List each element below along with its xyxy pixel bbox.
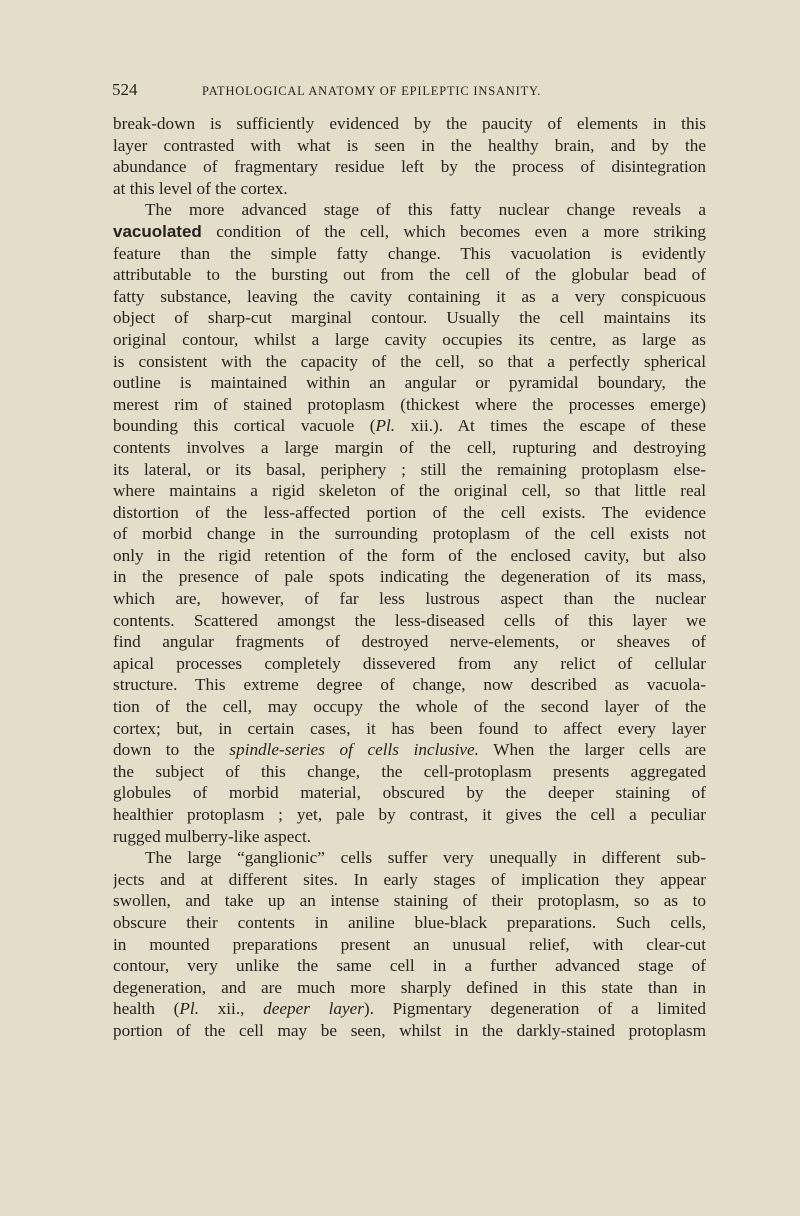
text-line: of morbid change in the surrounding protoplasm of the cell exists not	[113, 524, 706, 544]
text-line	[113, 739, 706, 761]
text-line: outline is maintained within an angular or pyramidal boundary, the	[113, 373, 706, 393]
text-span: condition of the cell, which becomes even a more striking	[201, 221, 706, 241]
text-line: only in the rigid retention of the form of the enclosed cavity, but also	[113, 545, 706, 565]
text-span: xii.,	[199, 999, 264, 1019]
text-line: portion of the cell may be seen, whilst in the darkly-stained protoplasm	[113, 1020, 706, 1040]
paragraph-start: The large “ganglionic” cells suffer very unequally in different sub-	[145, 848, 706, 868]
plate-reference: Pl.	[179, 999, 199, 1019]
text-line: contents involves a large margin of the cell, rupturing and destroying	[113, 437, 706, 457]
text-span: health (	[113, 999, 180, 1019]
text-span: When the larger cells are	[478, 740, 706, 760]
page-header	[112, 80, 732, 106]
text-line: at this level of the cortex.	[113, 178, 288, 198]
text-line	[113, 415, 706, 437]
text-line: cortex; but, in certain cases, it has been found to affect every layer	[113, 718, 706, 738]
text-line: its lateral, or its basal, periphery ; still the remaining protoplasm else-	[113, 459, 706, 479]
text-line: is consistent with the capacity of the cell, so that a perfectly spherical	[113, 351, 706, 371]
text-line: original contour, whilst a large cavity occupies its centre, as large as	[113, 329, 706, 349]
text-line: globules of morbid material, obscured by the deeper staining of	[113, 783, 706, 803]
text-line: layer contrasted with what is seen in the healthy brain, and by the	[113, 135, 706, 155]
page-number: 524	[112, 80, 138, 99]
text-line: abundance of fragmentary residue left by the process of disintegration	[113, 157, 706, 177]
text-line: rugged mulberry-like aspect.	[113, 826, 312, 846]
text-line: find angular fragments of destroyed nerve-elements, or sheaves of	[113, 632, 706, 652]
text-line: in mounted preparations present an unusual relief, with clear-cut	[113, 934, 706, 954]
text-line: distortion of the less-affected portion of the cell exists. The evidence	[113, 502, 706, 522]
text-line: obscure their contents in aniline blue-black preparations. Such cells,	[113, 912, 706, 932]
text-line: apical processes completely dissevered from any relict of cellular	[113, 653, 706, 673]
text-line: which are, however, of far less lustrous aspect than the nuclear	[113, 589, 706, 609]
text-span: bounding this cortical vacuole (	[113, 416, 376, 436]
text-span: ). Pigmentary degeneration of a limited	[363, 999, 706, 1019]
text-line: degeneration, and are much more sharply defined in this state than in	[113, 977, 706, 997]
italic-phrase: spindle-series of cells inclusive.	[229, 740, 479, 760]
running-title: PATHOLOGICAL ANATOMY OF EPILEPTIC INSANITY.	[202, 84, 542, 98]
text-line: object of sharp-cut marginal contour. Usually the cell maintains its	[113, 308, 706, 328]
text-line	[113, 221, 706, 243]
text-line: structure. This extreme degree of change, now described as vacuola-	[113, 675, 706, 695]
text-line: swollen, and take up an intense staining of their protoplasm, so as to	[113, 891, 706, 911]
text-line: contents. Scattered amongst the less-diseased cells of this layer we	[113, 610, 706, 630]
vacuolated-keyword: vacuolated	[113, 221, 202, 241]
text-line: fatty substance, leaving the cavity containing it as a very conspicuous	[113, 286, 706, 306]
text-span: xii.). At times the escape of these	[395, 416, 706, 436]
body-text	[113, 113, 706, 1042]
text-line: feature than the simple fatty change. This vacuolation is evidently	[113, 243, 706, 263]
plate-reference: Pl.	[375, 416, 396, 436]
text-line: where maintains a rigid skeleton of the original cell, so that little real	[113, 481, 706, 501]
text-line: merest rim of stained protoplasm (thickest where the processes emerge)	[113, 394, 706, 414]
text-line: the subject of this change, the cell-protoplasm presents aggregated	[113, 761, 706, 781]
text-line: healthier protoplasm ; yet, pale by contrast, it gives the cell a peculiar	[113, 805, 706, 824]
text-line	[113, 998, 706, 1020]
text-line: contour, very unlike the same cell in a further advanced stage of	[113, 956, 706, 976]
text-line: tion of the cell, may occupy the whole of the second layer of the	[113, 697, 706, 717]
text-line: break-down is sufficiently evidenced by the paucity of elements in this	[113, 114, 706, 133]
text-line: jects and at different sites. In early stages of implication they appear	[113, 869, 706, 889]
italic-phrase: deeper layer	[263, 999, 364, 1019]
text-span: down to the	[113, 740, 230, 760]
text-line: attributable to the bursting out from the cell of the globular bead of	[113, 265, 706, 285]
text-line: in the presence of pale spots indicating the degeneration of its mass,	[113, 567, 706, 587]
paragraph-start: The more advanced stage of this fatty nuclear change reveals a	[145, 200, 706, 220]
